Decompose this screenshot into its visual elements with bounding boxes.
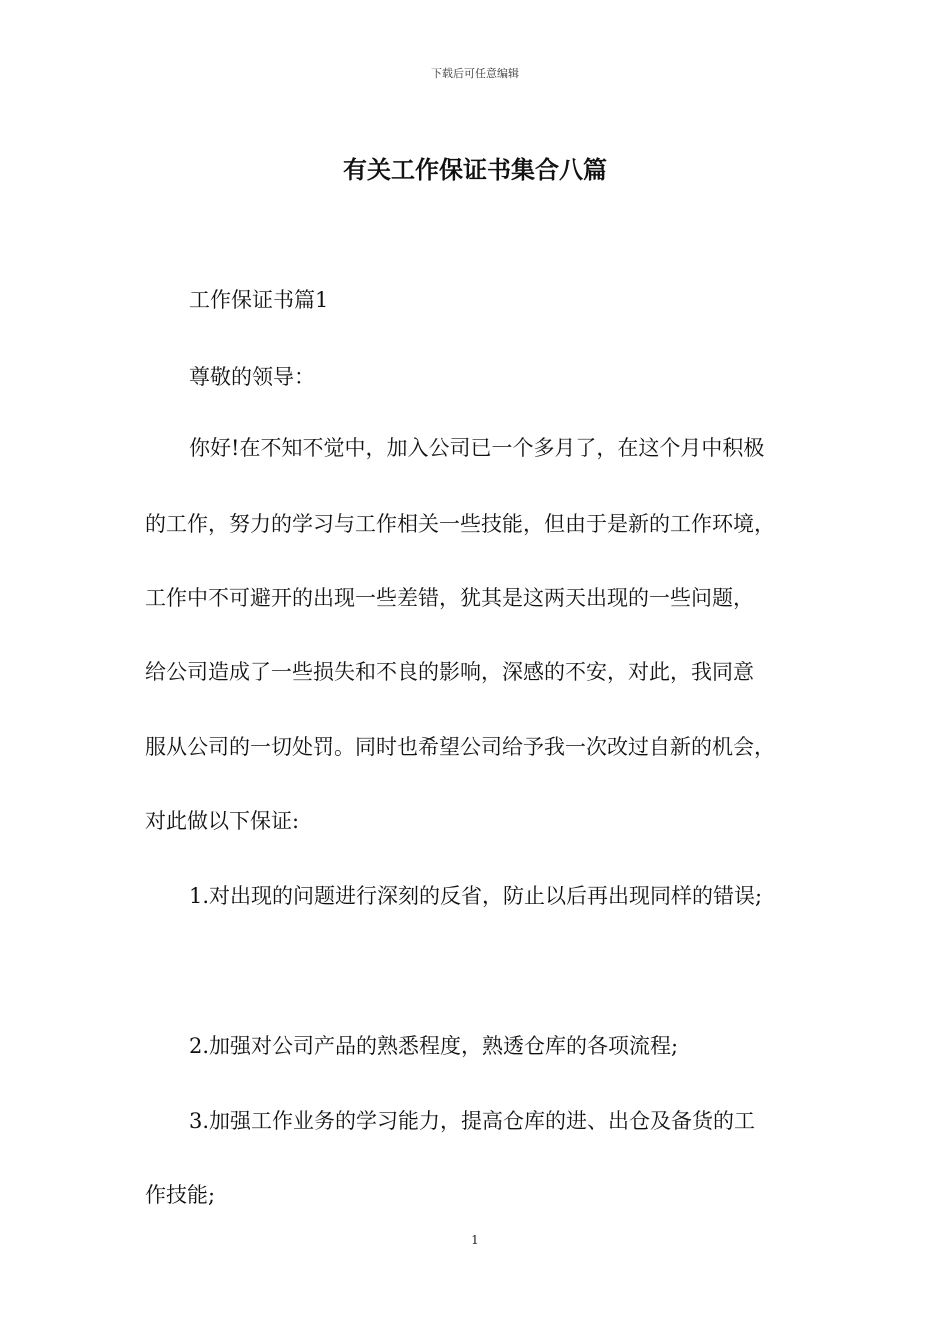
list-item-3-continued: 作技能; (145, 1183, 216, 1207)
document-title: 有关工作保证书集合八篇 (343, 156, 607, 184)
paragraph-line-1: 你好!在不知不觉中，加入公司已一个多月了，在这个月中积极 (189, 436, 765, 460)
page-header-note: 下载后可任意编辑 (431, 67, 519, 80)
list-item-2: 2.加强对公司产品的熟悉程度，熟透仓库的各项流程; (189, 1034, 679, 1058)
paragraph-line-3: 工作中不可避开的出现一些差错，犹其是这两天出现的一些问题， (145, 586, 754, 610)
paragraph-line-6: 对此做以下保证: (145, 809, 300, 833)
paragraph-line-2: 的工作，努力的学习与工作相关一些技能，但由于是新的工作环境， (145, 512, 775, 536)
list-item-3: 3.加强工作业务的学习能力，提高仓库的进、出仓及备货的工 (189, 1109, 756, 1133)
salutation: 尊敬的领导： (189, 365, 315, 389)
page-number: 1 (471, 1233, 479, 1247)
section-heading: 工作保证书篇1 (189, 288, 329, 312)
list-item-1: 1.对出现的问题进行深刻的反省，防止以后再出现同样的错误; (189, 884, 763, 908)
paragraph-line-4: 给公司造成了一些损失和不良的影响，深感的不安，对此，我同意 (145, 660, 754, 684)
paragraph-line-5: 服从公司的一切处罚。同时也希望公司给予我一次改过自新的机会， (145, 735, 775, 759)
